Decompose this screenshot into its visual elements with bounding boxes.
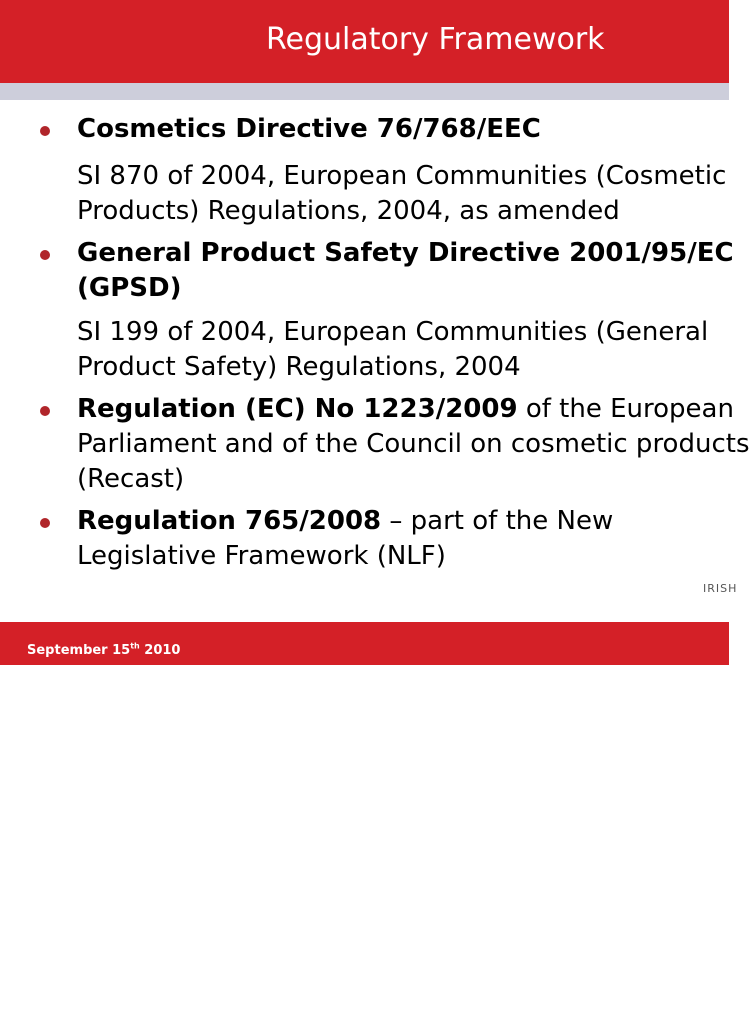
bullet-dot-icon (40, 126, 50, 136)
bullet-line: (GPSD) (77, 273, 182, 303)
logo: IRISH (703, 582, 738, 595)
bullet-dot-icon (40, 406, 50, 416)
header-stripe (0, 83, 729, 100)
bullet-line: Legislative Framework (NLF) (77, 541, 446, 571)
bullet-line: Regulation 765/2008 – part of the New (77, 506, 614, 536)
bullet-line: Cosmetics Directive 76/768/EEC (77, 114, 541, 144)
slide-content (0, 112, 749, 582)
bullet-line: Parliament and of the Council on cosmetic products (77, 429, 749, 459)
bullet-line: Regulation (EC) No 1223/2009 of the European (77, 394, 734, 424)
bullet-line: Product Safety) Regulations, 2004 (77, 352, 521, 382)
bullet-dot-icon (40, 250, 50, 260)
bullet-line: SI 870 of 2004, European Communities (Cosmetic (77, 161, 727, 191)
slide-title: Regulatory Framework (266, 22, 605, 57)
bullet-line: SI 199 of 2004, European Communities (General (77, 317, 709, 347)
footer-date: September 15th 2010 (27, 641, 181, 658)
bullet-dot-icon (40, 518, 50, 528)
bullet-line: (Recast) (77, 464, 185, 494)
bullet-line: General Product Safety Directive 2001/95/EC (77, 238, 734, 268)
bullet-line: Products) Regulations, 2004, as amended (77, 196, 620, 226)
